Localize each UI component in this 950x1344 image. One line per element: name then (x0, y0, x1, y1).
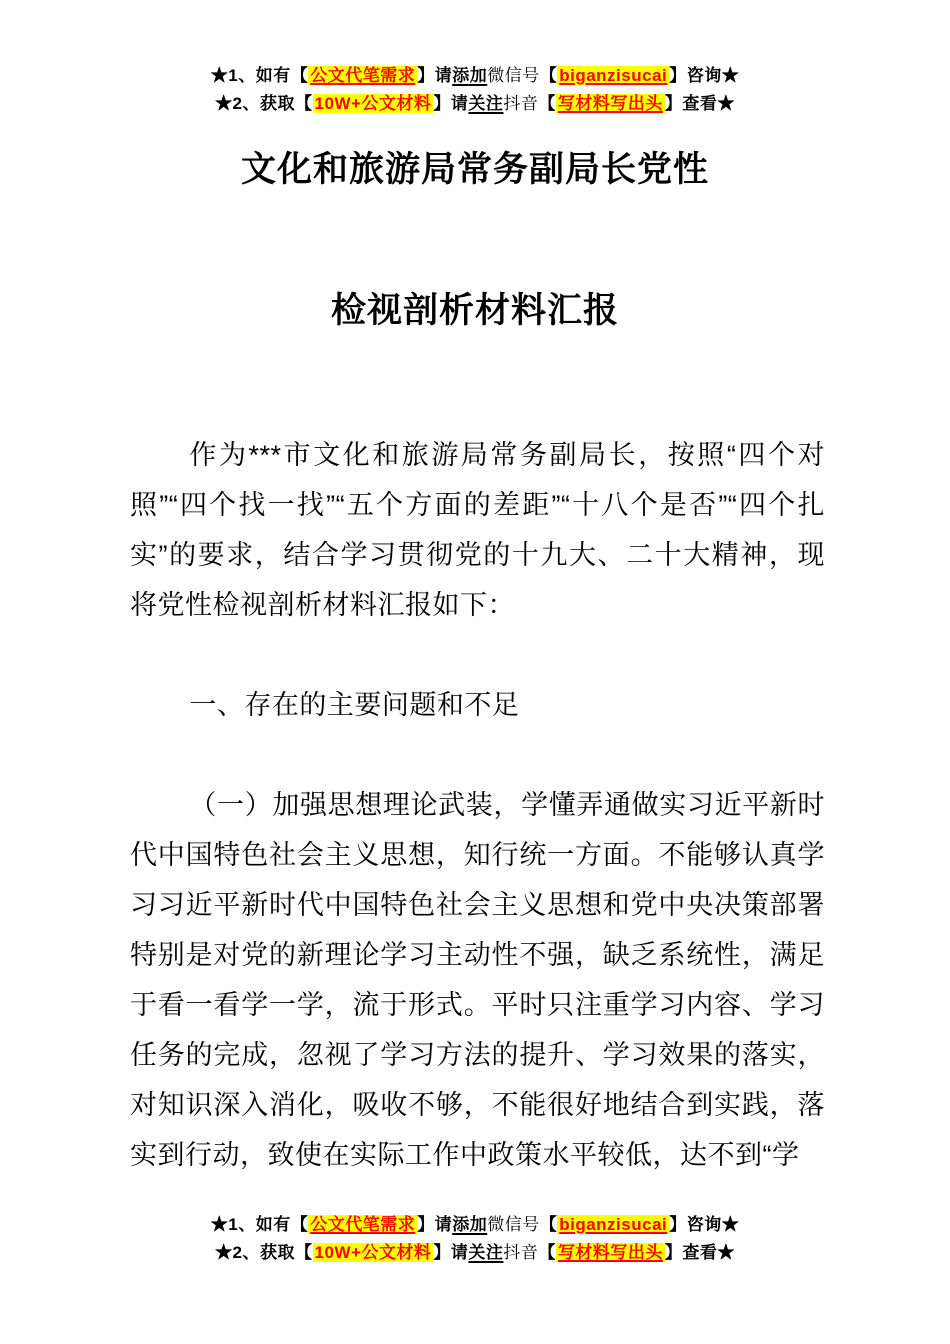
douyin-label: 抖音 (503, 1243, 539, 1262)
body-paragraph: 作为***市文化和旅游局常务副局长，按照“四个对照”“四个找一找”“五个方面的差距”“十八个是否”“四个扎实”的要求，结合学习贯彻党的十九大、二十大精神，现将党性检视剖析材料汇报如下： (130, 440, 825, 620)
underline-add: 添加 (452, 1215, 488, 1234)
document-title-line-2: 检视剖析材料汇报 (330, 291, 619, 330)
banner-line-1 (0, 1211, 950, 1239)
douyin-label: 抖音 (503, 94, 539, 113)
bracket-open-1: 【 (539, 66, 558, 85)
wechat-label: 微信号 (487, 66, 540, 85)
bracket-open-1: 【 (539, 1215, 558, 1234)
highlight-wechat-id: biganzisucai (559, 66, 668, 85)
highlight-douyin-id: 写材料写出头 (557, 94, 663, 113)
section-heading: 一、存在的主要问题和不足 (189, 690, 520, 720)
promo-banner-bottom (0, 1211, 950, 1267)
suffix-view: 】查看★ (664, 1243, 735, 1262)
banner-line-1 (0, 62, 950, 90)
underline-add: 添加 (452, 66, 488, 85)
highlight-material-pack: 10W+公文材料 (314, 94, 432, 113)
star-prefix-2: ★2、获取【 (215, 94, 313, 113)
body-paragraph: （一）加强思想理论武装，学懂弄通做实习近平新时代中国特色社会主义思想，知行统一方面。不能够认真学习习近平新时代中国特色社会主义思想和党中央决策部署特别是对党的新理论学习主动性不强，缺乏系统性，满足于看一看学一学，流于形式。平时只注重学习内容、学习任务的完成，忽视了学习方法的提升、学习效果的落实，对知识深入消化，吸收不够，不能很好地结合到实践，落实到行动，致使在实际工作中政策水平较低，达不到“学 (130, 790, 825, 1170)
star-prefix-2: ★2、获取【 (215, 1243, 313, 1262)
highlight-douyin-id: 写材料写出头 (557, 1243, 663, 1262)
bracket-open-2: 【 (538, 94, 556, 113)
promo-banner-top (0, 62, 950, 118)
star-prefix-1: ★1、如有【 (210, 1215, 309, 1234)
highlight-material-pack: 10W+公文材料 (314, 1243, 432, 1262)
bracket-please-2: 】请 (433, 94, 469, 113)
suffix-view: 】查看★ (664, 94, 735, 113)
document-title-line-1: 文化和旅游局常务副局长党性 (240, 150, 709, 189)
highlight-ghostwriting: 公文代笔需求 (310, 66, 416, 85)
wechat-label: 微信号 (487, 1215, 540, 1234)
underline-follow: 关注 (468, 1243, 504, 1262)
highlight-ghostwriting: 公文代笔需求 (310, 1215, 416, 1234)
document-body (130, 430, 825, 1180)
suffix-consult: 】咨询★ (669, 66, 740, 85)
suffix-consult: 】咨询★ (669, 1215, 740, 1234)
bracket-open-2: 【 (538, 1243, 556, 1262)
bracket-please-1: 】请 (417, 1215, 453, 1234)
banner-line-2 (0, 1239, 950, 1267)
banner-line-2 (0, 90, 950, 118)
underline-follow: 关注 (468, 94, 504, 113)
highlight-wechat-id: biganzisucai (559, 1215, 668, 1234)
bracket-please-1: 】请 (417, 66, 453, 85)
star-prefix-1: ★1、如有【 (210, 66, 309, 85)
bracket-please-2: 】请 (433, 1243, 469, 1262)
